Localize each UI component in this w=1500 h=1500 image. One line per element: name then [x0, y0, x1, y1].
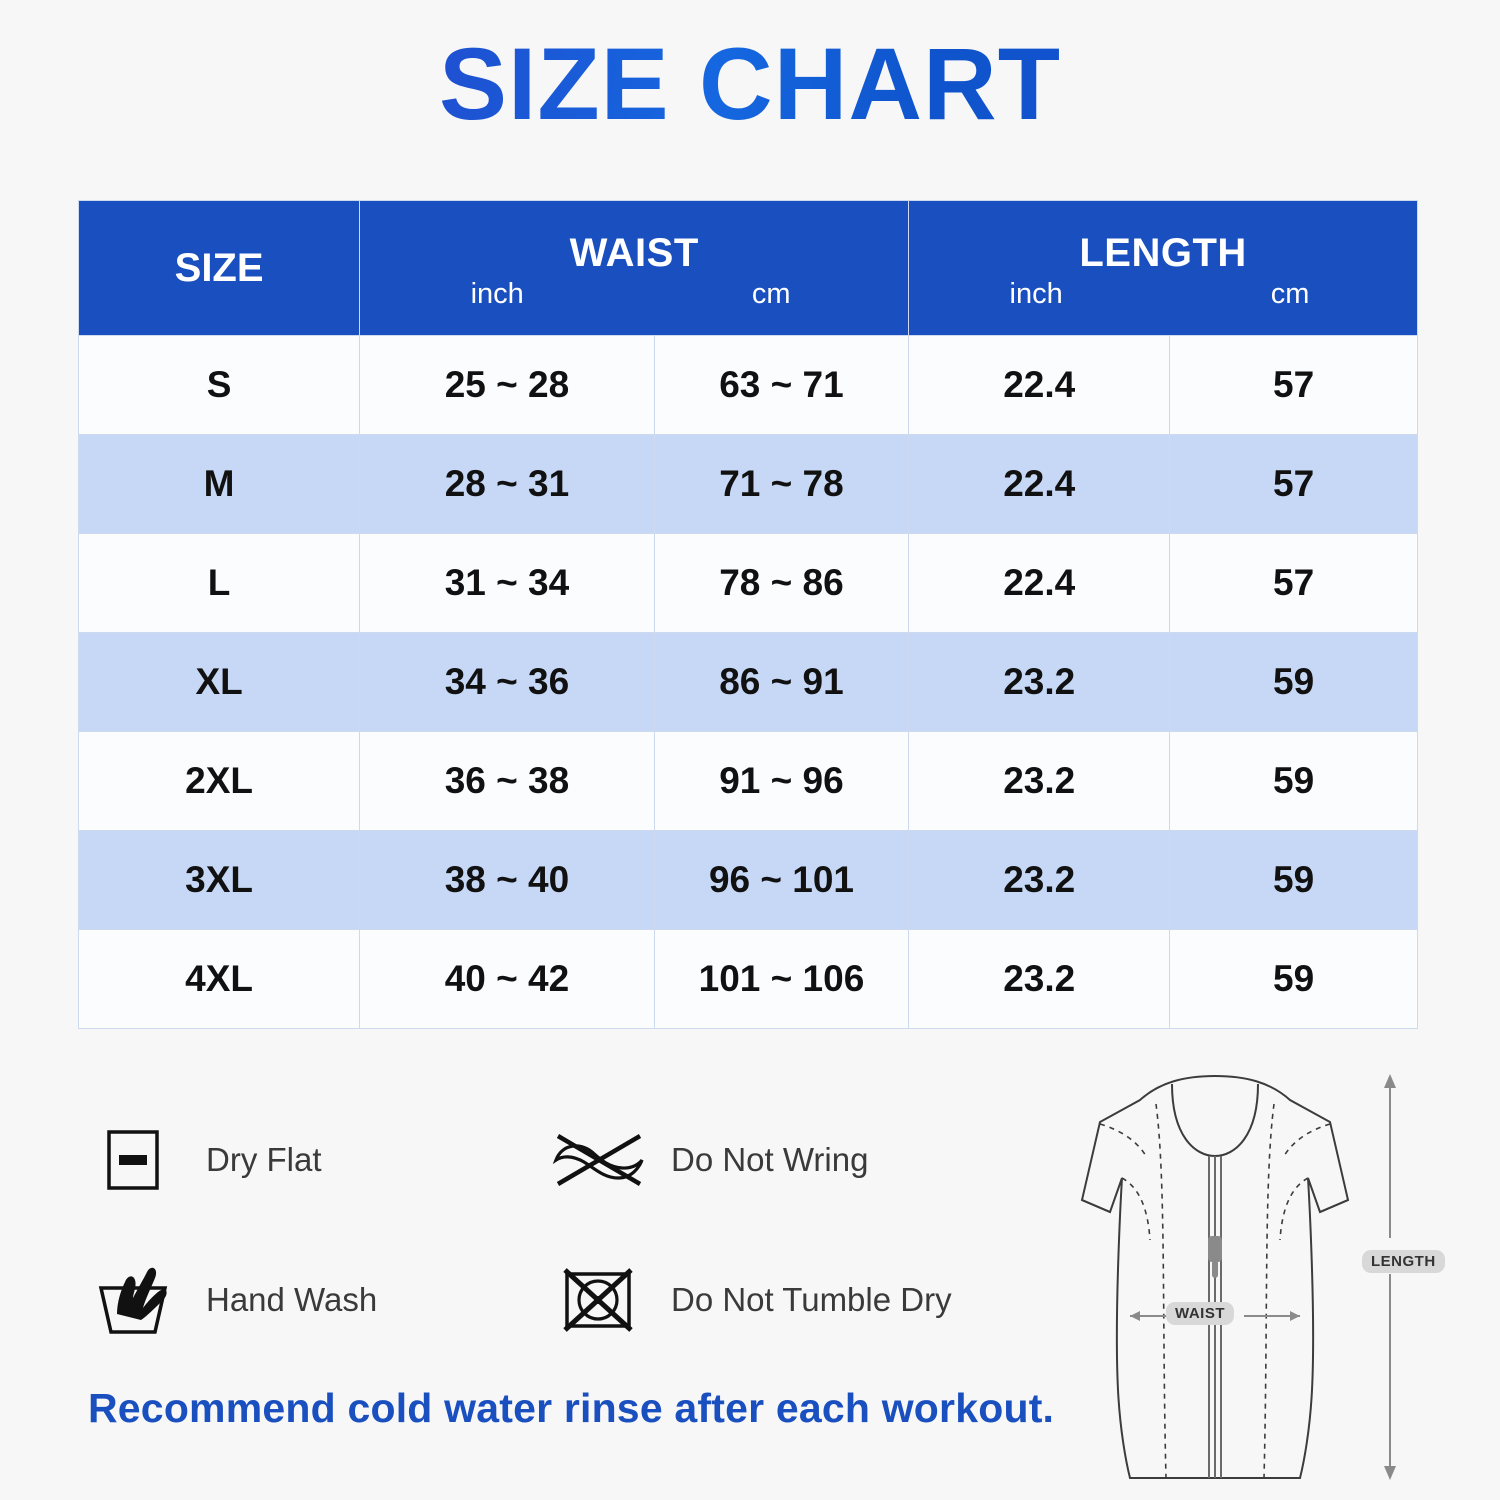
cell-waist-cm: 101 ~ 106: [654, 930, 908, 1029]
care-item-dry-flat: [78, 1122, 543, 1198]
cell-length-cm: 57: [1170, 435, 1418, 534]
cell-length-inch: 23.2: [909, 732, 1170, 831]
header-size: SIZE: [79, 201, 360, 336]
cell-length-inch: 23.2: [909, 633, 1170, 732]
care-label: Hand Wash: [206, 1281, 378, 1318]
cell-waist-inch: 25 ~ 28: [360, 336, 655, 435]
cell-size: 3XL: [79, 831, 360, 930]
cell-waist-cm: 78 ~ 86: [654, 534, 908, 633]
cell-length-inch: 22.4: [909, 534, 1170, 633]
table-row: [79, 633, 1418, 732]
hand-wash-icon: [78, 1260, 188, 1340]
care-row-1: [78, 1090, 1008, 1230]
table-row: [79, 930, 1418, 1029]
cell-waist-inch: 36 ~ 38: [360, 732, 655, 831]
header-length-cm: cm: [1270, 278, 1310, 310]
table-body: [79, 336, 1418, 1029]
cell-length-cm: 59: [1170, 732, 1418, 831]
cell-length-inch: 23.2: [909, 831, 1170, 930]
table-row: [79, 435, 1418, 534]
cell-waist-inch: 34 ~ 36: [360, 633, 655, 732]
length-measure-tag: LENGTH: [1362, 1250, 1445, 1273]
table-row: [79, 534, 1418, 633]
cell-waist-inch: 28 ~ 31: [360, 435, 655, 534]
recommendation-text: Recommend cold water rinse after each workout.: [88, 1385, 1055, 1431]
header-waist: [360, 201, 909, 336]
table-header: [79, 201, 1418, 336]
waist-measure-tag: WAIST: [1166, 1302, 1234, 1325]
garment-svg: [990, 1060, 1460, 1490]
cell-size: L: [79, 534, 360, 633]
do-not-tumble-dry-icon: [543, 1260, 653, 1340]
cell-waist-cm: 63 ~ 71: [654, 336, 908, 435]
dry-flat-icon: [78, 1122, 188, 1198]
cell-waist-cm: 96 ~ 101: [654, 831, 908, 930]
page-title: SIZE CHART: [0, 0, 1500, 143]
header-waist-cm: cm: [751, 278, 791, 310]
cell-length-cm: 59: [1170, 930, 1418, 1029]
care-label: Do Not Tumble Dry: [671, 1281, 952, 1318]
cell-size: XL: [79, 633, 360, 732]
cell-length-inch: 22.4: [909, 336, 1170, 435]
cell-waist-inch: 31 ~ 34: [360, 534, 655, 633]
care-item-do-not-tumble-dry: [543, 1260, 1008, 1340]
header-waist-inch: inch: [470, 278, 524, 310]
cell-size: 2XL: [79, 732, 360, 831]
care-label: Do Not Wring: [671, 1141, 869, 1178]
size-chart-table-wrapper: [78, 200, 1418, 1029]
header-length-label: LENGTH: [1079, 231, 1247, 275]
table-row: [79, 831, 1418, 930]
care-item-do-not-wring: [543, 1122, 1008, 1198]
cell-size: M: [79, 435, 360, 534]
size-chart-table: [78, 200, 1418, 1029]
cell-length-cm: 59: [1170, 831, 1418, 930]
cell-length-inch: 22.4: [909, 435, 1170, 534]
cell-waist-inch: 40 ~ 42: [360, 930, 655, 1029]
cell-size: 4XL: [79, 930, 360, 1029]
cell-waist-inch: 38 ~ 40: [360, 831, 655, 930]
header-length: [909, 201, 1418, 336]
care-instructions: [78, 1090, 1008, 1370]
table-row: [79, 732, 1418, 831]
cell-length-cm: 57: [1170, 336, 1418, 435]
cell-waist-cm: 71 ~ 78: [654, 435, 908, 534]
cell-waist-cm: 86 ~ 91: [654, 633, 908, 732]
cell-waist-cm: 91 ~ 96: [654, 732, 908, 831]
cell-length-cm: 59: [1170, 633, 1418, 732]
care-item-hand-wash: [78, 1260, 543, 1340]
do-not-wring-icon: [543, 1122, 653, 1198]
header-length-inch: inch: [1009, 278, 1063, 310]
table-row: [79, 336, 1418, 435]
care-label: Dry Flat: [206, 1141, 322, 1178]
cell-size: S: [79, 336, 360, 435]
header-waist-label: WAIST: [569, 231, 699, 275]
cell-length-cm: 57: [1170, 534, 1418, 633]
care-row-2: [78, 1230, 1008, 1370]
garment-illustration: [990, 1060, 1460, 1490]
cell-length-inch: 23.2: [909, 930, 1170, 1029]
